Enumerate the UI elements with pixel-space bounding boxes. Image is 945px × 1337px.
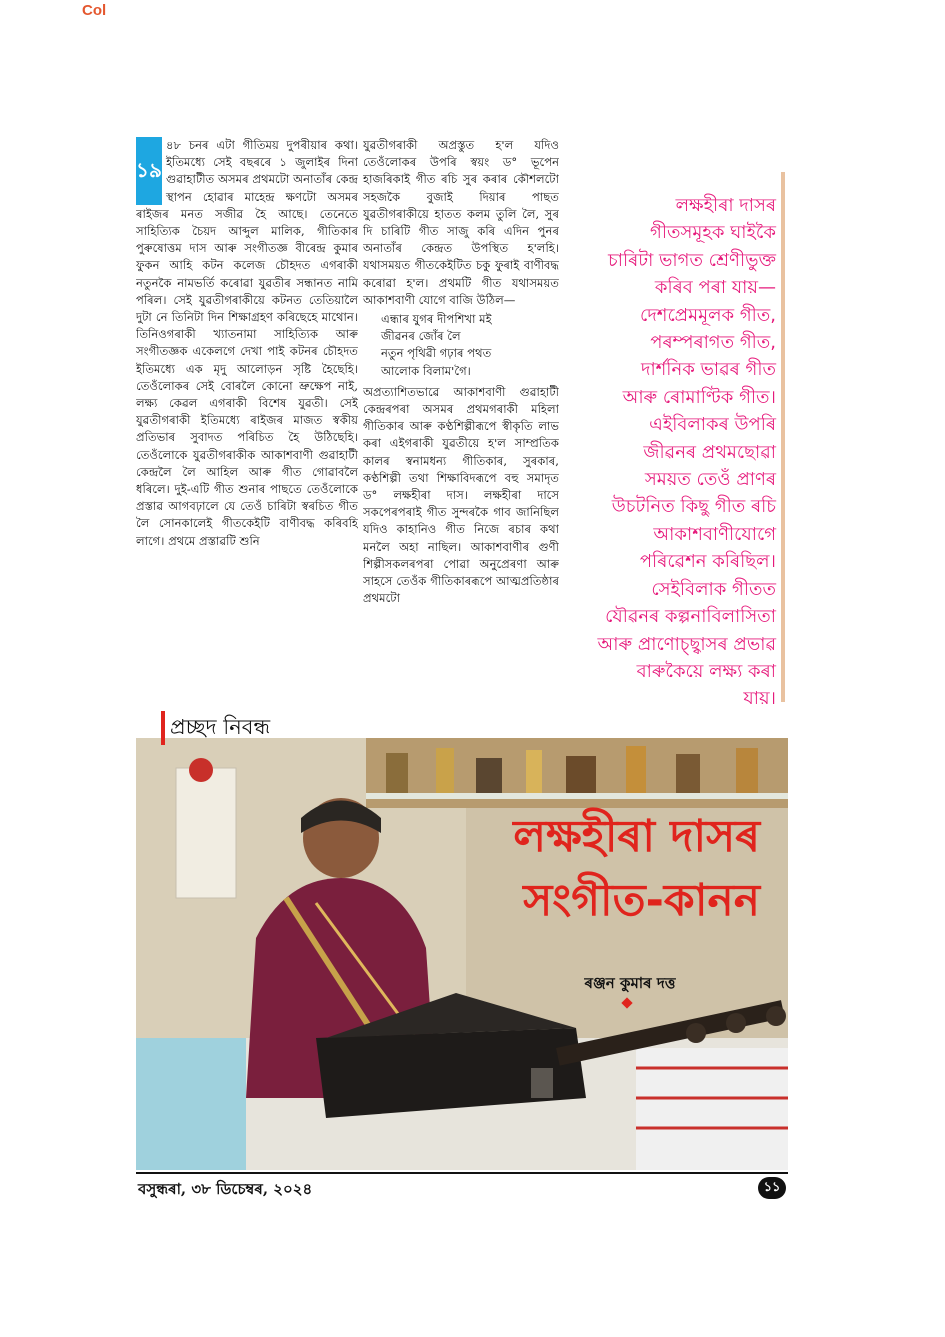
pullquote-line: এইবিলাকৰ উপৰি xyxy=(649,414,776,436)
poem-quote xyxy=(381,311,559,380)
article-paragraph: ৪৮ চনৰ এটা গীতিময় দুপৰীয়াৰ কথা। ইতিমধ্যে সেই বছৰৰে ১ জুলাইৰ দিনা গুৱাহাটীত অসমৰ প্ৰথমটো অনাতাঁৰ কেন্দ্ৰ স্থাপন হোৱাৰ মাহেন্দ্ৰ ক্ষণটো অসমৰ ৰাইজৰ মনত সজীৱ হৈ আছে। তেনেতে সাহিত্যিক চৈয়দ আব্দুল মালিক, গীতিকাৰ পুৰুষোত্তম দাস আৰু সংগীতজ্ঞ বীৰেন্দ্ৰ কুমাৰ ফুকন আহি কটন কলেজ চৌহদত এগৰাকী নতুনকৈ নামভৰ্তি কৰোৱা যুৱতীৰ সন্ধানত নামি পৰিল। সেই যুৱতীগৰাকীয়ে কটনত তেতিয়ালৈ দুটা নে তিনিটা দিন শিক্ষাগ্ৰহণ কৰিছেহে মাথোন। তিনিওগৰাকী খ্যাতনামা সাহিত্যিক আৰু সংগীতজ্ঞক একেলগে দেখা পাই কটনৰ চৌহদত ইতিমধ্যে এক মৃদু আলোড়ন সৃষ্টি হৈছেহি। তেওঁলোকৰ সেই বোৰলৈ কোনো ভ্ৰুক্ষেপ নাই, লক্ষ্য কেৱল এগৰাকী বিশেষ যুৱতী। সেই যুৱতীগৰাকী ইতিমধ্যে ৰাইজৰ মাজত স্বকীয় প্ৰতিভাৰ সুবাদত পৰিচিত হৈ উঠিছেহি। তেওঁলোকে যুৱতীগৰাকীক আকাশবাণী গুৱাহাটী কেন্দ্ৰলৈ লৈ আহিল আৰু গীত গোৱাবলৈ ধৰিলে। দুই-এটি গীত শুনাৰ পাছতে তেওঁলোকে প্ৰস্তাৱ আগবঢ়ালে যে তেওঁ চাৰিটা স্বৰচিত গীত লৈ সোনকালেই গীতকেইটি বাণীবদ্ধ কৰিবহি লাগে। প্ৰথমে প্ৰস্তাৱটি শুনি xyxy=(136,138,358,548)
pullquote-line: কৰিব পৰা যায়— xyxy=(654,277,776,299)
byline: ৰঞ্জন কুমাৰ দত্ত xyxy=(584,974,676,992)
footer-rule xyxy=(136,1172,788,1174)
poem-line: আলোক বিলাম'গৈ। xyxy=(381,363,471,378)
poem-line: নতুন পৃথিৱী গঢ়াৰ পথত xyxy=(381,346,492,361)
pullquote-line: সেইবিলাক গীতত xyxy=(651,578,776,600)
article-column-2 xyxy=(363,137,559,697)
section-label: প্ৰচ্ছদ নিবন্ধ xyxy=(170,715,271,739)
section-bar xyxy=(161,711,165,745)
cover-photo xyxy=(136,738,788,1170)
pullquote-line: চাৰিটা ভাগত শ্ৰেণীভুক্ত xyxy=(608,249,776,271)
pullquote-line: যায়। xyxy=(743,688,776,710)
poem-line: এন্ধাৰ যুগৰ দীপশিখা মই xyxy=(381,312,492,327)
corner-tag: Col xyxy=(82,2,107,19)
pullquote-line: পৰিৱেশন কৰিছিল। xyxy=(639,551,776,573)
pullquote-line: সময়ত তেওঁ প্ৰাণৰ xyxy=(644,469,776,491)
pullquote-line: আকাশবাণীযোগে xyxy=(653,523,776,545)
pullquote-line: পৰম্পৰাগত গীত, xyxy=(650,332,776,354)
page-number: ১১ xyxy=(758,1177,786,1199)
pullquote xyxy=(580,192,776,713)
article-paragraph: অপ্ৰত্যাশিতভাৱে আকাশবাণী গুৱাহাটী কেন্দ্ৰৰপৰা অসমৰ প্ৰথমগৰাকী মহিলা গীতিকাৰ আৰু কণ্ঠশিল্পীৰূপে স্বীকৃতি লাভ কৰা এইগৰাকী যুৱতীয়ে হ'ল সাম্প্ৰতিক কালৰ স্বনামধন্য গীতিকাৰ, সুৰকাৰ, কণ্ঠশিল্পী তথা শিক্ষাবিদৰূপে বহু সমাদৃত ড° লক্ষহীৰা দাস। লক্ষহীৰা দাসে সকপেৰপৰাই গীত সুন্দৰকৈ গাব জানিছিল যদিও কাহানিও গীত নিজে ৰচাৰ কথা মনলৈ অহা নাছিল। আকাশবাণীৰ গুণী শিল্পীসকলৰপৰা পোৱা অনুপ্ৰেৰণা আৰু সাহসে তেওঁক গীতিকাৰৰূপে আত্মপ্ৰতিষ্ঠাৰ প্ৰথমটো xyxy=(363,384,559,606)
title-line: লক্ষহীৰা দাসৰ xyxy=(513,811,760,862)
pullquote-line: বাৰুকৈয়ে লক্ষ্য কৰা xyxy=(636,660,776,682)
pullquote-line: দেশপ্ৰেমমূলক গীত, xyxy=(640,304,776,326)
pullquote-line: লক্ষহীৰা দাসৰ xyxy=(675,195,776,216)
dropcap: ১৯ xyxy=(136,137,162,205)
article-column-1 xyxy=(136,137,358,697)
pullquote-line: উচটনিত কিছু গীত ৰচি xyxy=(611,496,776,518)
pullquote-line: যৌৱনৰ কল্পনাবিলাসিতা xyxy=(605,606,776,628)
poem-line: জীৱনৰ জোঁৰ লৈ xyxy=(381,329,461,344)
title-line: সংগীত-কানন xyxy=(523,875,760,926)
pullquote-line: জীৱনৰ প্ৰথমছোৱা xyxy=(643,441,776,463)
article-title xyxy=(420,805,760,933)
pullquote-line: গীতসমূহক ঘাইকৈ xyxy=(650,222,776,244)
article-paragraph: যুৱতীগৰাকী অপ্ৰস্তুত হ'ল যদিও তেওঁলোকৰ উপৰি স্বয়ং ড° ভূপেন হাজৰিকাই গীত ৰচি সুৰ কৰাৰ কৌশলটো সহজকৈ বুজাই দিয়াৰ পাছত যুৱতীগৰাকীয়ে হাতত কলম তুলি লৈ, সুৰ দি চাৰিটি গীত সাজু কৰি এদিন পুনৰ অনাতাঁৰ কেন্দ্ৰত উপস্থিত হ'লহি। যথাসময়ত গীতকেইটিত চকু ফুৰাই বাণীবদ্ধ কৰোৱা হ'ল। প্ৰথমটি গীত যথাসময়ত আকাশবাণী যোগে বাজি উঠিল— xyxy=(363,138,559,307)
footer-publication: বসুন্ধৰা, ৩৮ ডিচেম্বৰ, ২০২৪ xyxy=(138,1180,313,1198)
pullquote-border xyxy=(781,172,785,702)
pullquote-line: দাৰ্শনিক ভাৱৰ গীত xyxy=(640,359,776,381)
pullquote-line: আৰু ৰোমাণ্টিক গীত। xyxy=(622,386,776,408)
pullquote-line: আৰু প্ৰাণোচ্ছ্বাসৰ প্ৰভাৱ xyxy=(597,633,776,655)
